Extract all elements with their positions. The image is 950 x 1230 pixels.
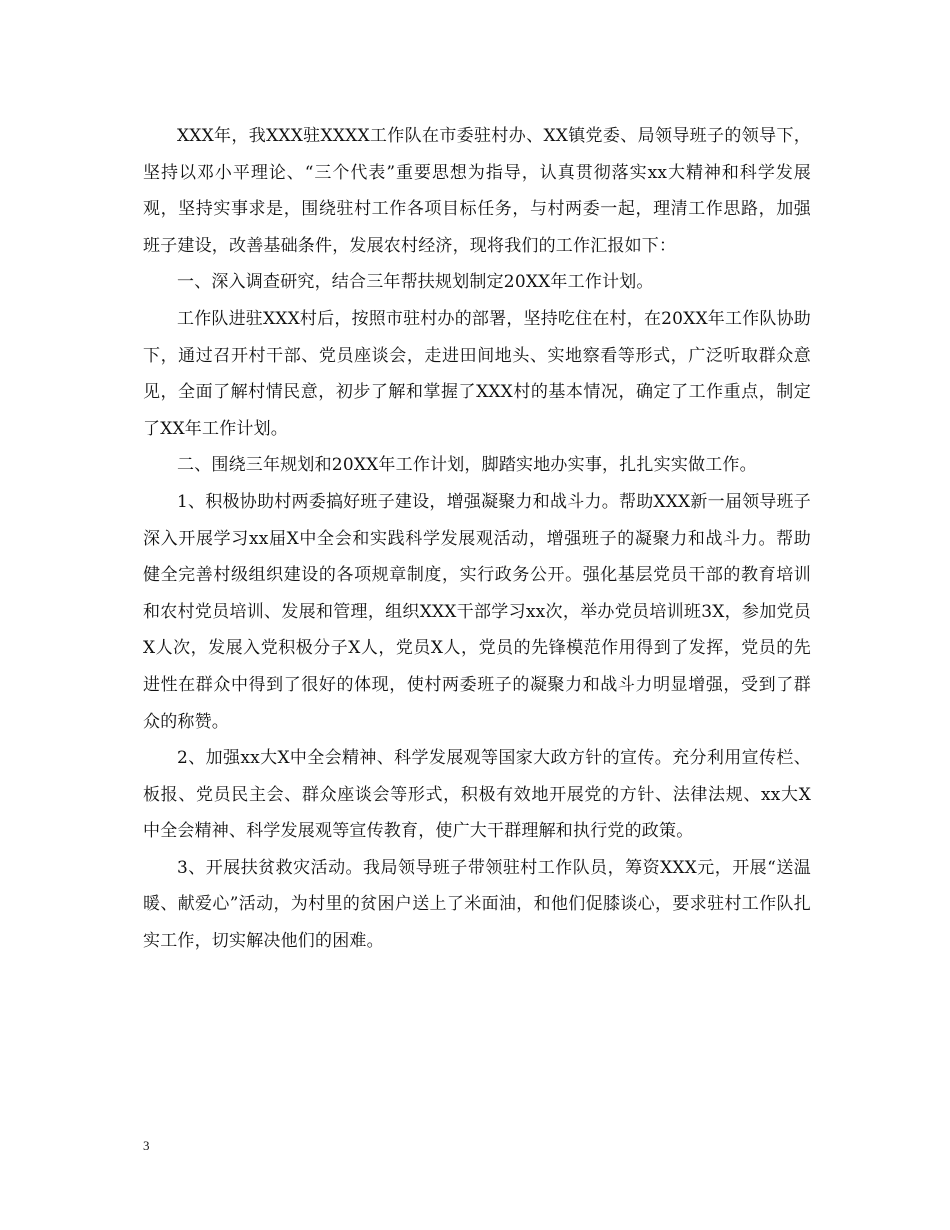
paragraph-item-3: 3、开展扶贫救灾活动。我局领导班子带领驻村工作队员，筹资XXX元，开展“送温暖、献爱心”活动，为村里的贫困户送上了米面油，和他们促膝谈心，要求驻村工作队扎实工作，切实解决他们的困难。	[143, 857, 811, 952]
heading-section-1: 一、深入调查研究，结合三年帮扶规划制定20XX年工作计划。	[177, 272, 654, 293]
paragraph-intro: XXX年，我XXX驻XXXX工作队在市委驻村办、XX镇党委、局领导班子的领导下，坚持以邓小平理论、“三个代表”重要思想为指导，认真贯彻落实xx大精神和科学发展观，坚持实事求是，围绕驻村工作各项目标任务，与村两委一起，理清工作思路，加强班子建设，改善基础条件，发展农村经济，现将我们的工作汇报如下：	[143, 126, 811, 256]
page-number: 3	[143, 1138, 150, 1153]
document-body	[143, 118, 811, 960]
paragraph-item-2: 2、加强xx大X中全会精神、科学发展观等国家大政方针的宣传。充分利用宣传栏、板报、党员民主会、群众座谈会等形式，积极有效地开展党的方针、法律法规、xx大X中全会精神、科学发展观等宣传教育，使广大干群理解和执行党的政策。	[143, 748, 811, 842]
heading-section-2: 二、围绕三年规划和20XX年工作计划，脚踏实地办实事，扎扎实实做工作。	[177, 455, 757, 476]
paragraph-section-1: 工作队进驻XXX村后，按照市驻村办的部署，坚持吃住在村，在20XX年工作队协助下，通过召开村干部、党员座谈会，走进田间地头、实地察看等形式，广泛听取群众意见，全面了解村情民意，初步了解和掌握了XXX村的基本情况，确定了工作重点，制定了XX年工作计划。	[143, 308, 811, 439]
paragraph-item-1: 1、积极协助村两委搞好班子建设，增强凝聚力和战斗力。帮助XXX新一届领导班子深入开展学习xx届X中全会和实践科学发展观活动，增强班子的凝聚力和战斗力。帮助健全完善村级组织建设的各项规章制度，实行政务公开。强化基层党员干部的教育培训和农村党员培训、发展和管理，组织XXX干部学习xx次，举办党员培训班3X，参加党员X人次，发展入党积极分子X人，党员X人，党员的先锋模范作用得到了发挥，党员的先进性在群众中得到了很好的体现，使村两委班子的凝聚力和战斗力明显增强，受到了群众的称赞。	[143, 491, 811, 732]
